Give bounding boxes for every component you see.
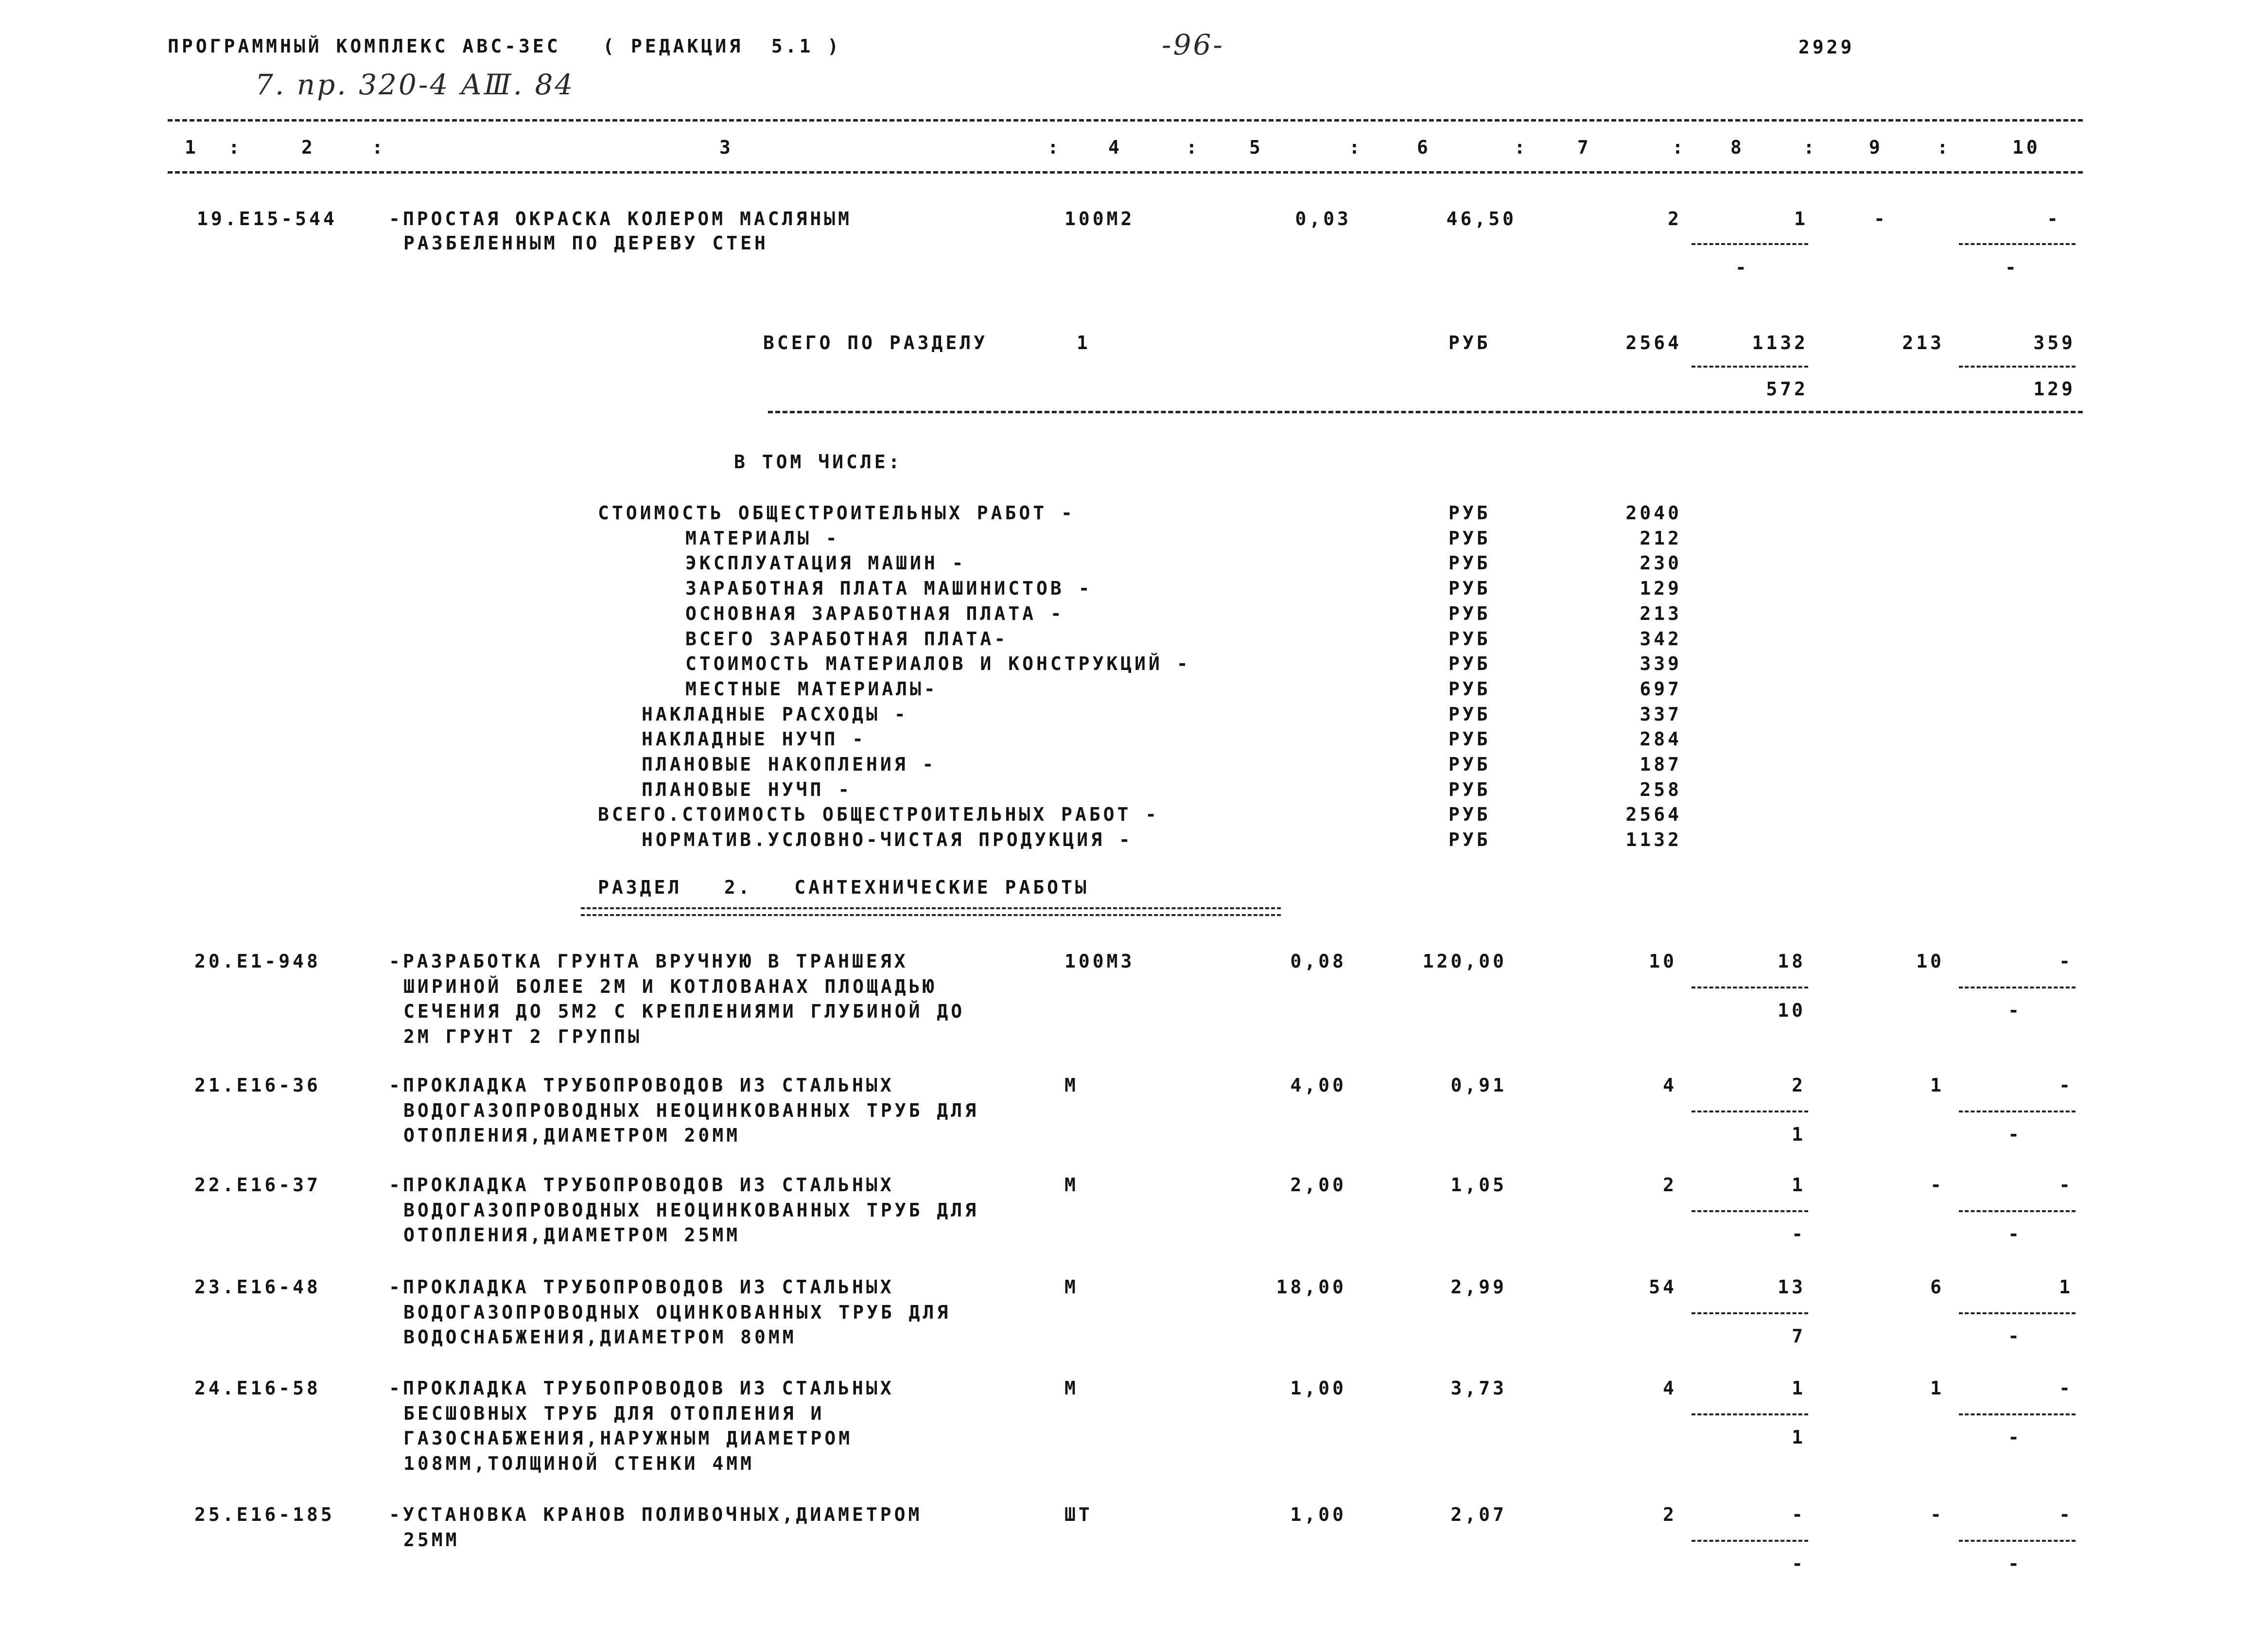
- item-description-line: ГАЗОСНАБЖЕНИЯ,НАРУЖНЫМ ДИАМЕТРОМ: [403, 1428, 853, 1449]
- handwritten-note: 7. пр. 320-4 АⅢ. 84: [255, 68, 575, 101]
- item-description-line: ВОДОСНАБЖЕНИЯ,ДИАМЕТРОМ 80ММ: [403, 1326, 797, 1348]
- summary-label: СТОИМОСТЬ МАТЕРИАЛОВ И КОНСТРУКЦИЙ -: [685, 653, 1191, 675]
- item-description-line: -ПРОКЛАДКА ТРУБОПРОВОДОВ ИЗ СТАЛЬНЫХ: [389, 1276, 894, 1298]
- summary-unit: РУБ: [1448, 829, 1491, 851]
- item-col8-top: 1: [1792, 1377, 1806, 1399]
- column-header-cell: :: [1803, 137, 1817, 158]
- section-total-col10-top: 359: [2033, 332, 2076, 353]
- fraction-line: [1959, 1540, 2076, 1542]
- item-quantity: 0,03: [1295, 208, 1351, 229]
- summary-label: ЗАРАБОТНАЯ ПЛАТА МАШИНИСТОВ -: [685, 578, 1093, 600]
- column-header-cell: 2: [301, 137, 315, 158]
- item-description-line: -УСТАНОВКА КРАНОВ ПОЛИВОЧНЫХ,ДИАМЕТРОМ: [389, 1504, 923, 1525]
- item-description-line: -ПРОСТАЯ ОКРАСКА КОЛЕРОМ МАСЛЯНЫМ: [389, 208, 852, 229]
- item-total: 4: [1663, 1377, 1677, 1399]
- summary-label: НОРМАТИВ.УСЛОВНО-ЧИСТАЯ ПРОДУКЦИЯ -: [642, 829, 1133, 851]
- summary-value: 342: [1640, 628, 1682, 650]
- item-col10-top: -: [2059, 1174, 2073, 1196]
- summary-label: НАКЛАДНЫЕ РАСХОДЫ -: [642, 703, 908, 725]
- item-description-line: ВОДОГАЗОПРОВОДНЫХ НЕОЦИНКОВАННЫХ ТРУБ ДЛЯ: [403, 1199, 979, 1221]
- fraction-line: [1959, 1312, 2076, 1314]
- item-code: 23.Е16-48: [194, 1276, 321, 1298]
- item-col10-bottom: -: [2008, 1553, 2022, 1574]
- item-unit: ШТ: [1064, 1504, 1093, 1525]
- item-col10-bottom: -: [2005, 257, 2019, 278]
- section-total-sum: 2564: [1625, 332, 1682, 353]
- rule-top: [168, 119, 2083, 122]
- item-unit: 100М2: [1064, 208, 1135, 229]
- item-col10-bottom: -: [2008, 1000, 2022, 1021]
- fraction-line: [1692, 366, 1808, 368]
- item-col8-bottom: 1: [1792, 1124, 1806, 1145]
- summary-label: ПЛАНОВЫЕ НУЧП -: [642, 778, 853, 800]
- item-code: 21.Е16-36: [194, 1075, 321, 1096]
- item-col9: -: [1930, 1504, 1944, 1525]
- summary-unit: РУБ: [1448, 578, 1491, 600]
- column-header-cell: :: [228, 137, 243, 158]
- item-unit-price: 120,00: [1422, 951, 1507, 972]
- column-header-cell: 9: [1869, 137, 1883, 158]
- item-code: 19.Е15-544: [197, 208, 337, 229]
- item-total: 54: [1649, 1276, 1677, 1298]
- item-col10-top: -: [2047, 208, 2061, 229]
- rule-header-bottom: [168, 171, 2083, 174]
- item-col9: 10: [1916, 951, 1944, 972]
- item-description-line: РАЗБЕЛЕННЫМ ПО ДЕРЕВУ СТЕН: [403, 232, 768, 254]
- summary-label: ОСНОВНАЯ ЗАРАБОТНАЯ ПЛАТА -: [685, 602, 1064, 624]
- summary-unit: РУБ: [1448, 552, 1491, 574]
- summary-value: 337: [1640, 703, 1682, 725]
- item-col9: -: [1874, 208, 1888, 229]
- item-col8-top: -: [1792, 1504, 1806, 1525]
- item-unit-price: 3,73: [1450, 1377, 1507, 1399]
- item-description-line: 108ММ,ТОЛЩИНОЙ СТЕНКИ 4ММ: [403, 1452, 754, 1474]
- document-number: 2929: [1798, 36, 1855, 58]
- summary-value: 697: [1640, 678, 1682, 700]
- summary-value: 284: [1640, 728, 1682, 750]
- item-col9: 6: [1930, 1276, 1944, 1298]
- column-header-cell: 6: [1417, 137, 1431, 158]
- column-header-cell: 4: [1108, 137, 1122, 158]
- item-col8-bottom: 1: [1792, 1427, 1806, 1448]
- item-col10-bottom: -: [2008, 1223, 2022, 1245]
- item-col10-top: -: [2059, 1075, 2073, 1096]
- summary-unit: РУБ: [1448, 754, 1491, 775]
- item-total: 2: [1663, 1174, 1677, 1196]
- summary-value: 230: [1640, 552, 1682, 574]
- section-total-col8-top: 1132: [1752, 332, 1808, 353]
- summary-unit: РУБ: [1448, 527, 1491, 549]
- item-description-line: БЕСШОВНЫХ ТРУБ ДЛЯ ОТОПЛЕНИЯ И: [403, 1402, 825, 1424]
- item-quantity: 1,00: [1290, 1504, 1346, 1525]
- item-col8-top: 18: [1778, 951, 1806, 972]
- section-total-number: 1: [1077, 332, 1091, 353]
- summary-label: ВСЕГО.СТОИМОСТЬ ОБЩЕСТРОИТЕЛЬНЫХ РАБОТ -: [598, 804, 1160, 826]
- item-code: 25.Е16-185: [194, 1504, 335, 1525]
- item-description-line: СЕЧЕНИЯ ДО 5М2 С КРЕПЛЕНИЯМИ ГЛУБИНОЙ ДО: [403, 1001, 965, 1022]
- item-col8-bottom: -: [1735, 257, 1749, 278]
- summary-value: 339: [1640, 653, 1682, 675]
- item-col8-top: 2: [1792, 1075, 1806, 1096]
- item-col8-bottom: 7: [1792, 1325, 1806, 1347]
- summary-value: 1132: [1625, 829, 1682, 851]
- summary-unit: РУБ: [1448, 804, 1491, 826]
- fraction-line: [1959, 366, 2076, 368]
- fraction-line: [1692, 1540, 1808, 1542]
- fraction-line: [1959, 987, 2076, 988]
- section-total-label: ВСЕГО ПО РАЗДЕЛУ: [763, 332, 988, 353]
- summary-unit: РУБ: [1448, 678, 1491, 700]
- summary-label: НАКЛАДНЫЕ НУЧП -: [642, 728, 867, 750]
- summary-unit: РУБ: [1448, 653, 1491, 675]
- item-col8-bottom: -: [1792, 1223, 1806, 1245]
- fraction-line: [1692, 243, 1808, 245]
- item-description-line: -ПРОКЛАДКА ТРУБОПРОВОДОВ ИЗ СТАЛЬНЫХ: [389, 1075, 894, 1096]
- item-code: 20.Е1-948: [194, 951, 321, 972]
- summary-label: ВСЕГО ЗАРАБОТНАЯ ПЛАТА-: [685, 628, 1009, 650]
- item-col10-top: -: [2059, 1504, 2073, 1525]
- summary-unit: РУБ: [1448, 778, 1491, 800]
- item-col10-top: -: [2059, 1377, 2073, 1399]
- summary-unit: РУБ: [1448, 502, 1491, 524]
- item-unit-price: 1,05: [1450, 1174, 1507, 1196]
- summary-value: 187: [1640, 754, 1682, 775]
- item-unit: М: [1064, 1377, 1079, 1399]
- item-description-line: 25ММ: [403, 1529, 460, 1551]
- item-col10-top: 1: [2059, 1276, 2073, 1298]
- section-2-underline: [581, 907, 1281, 916]
- column-header-cell: :: [1047, 137, 1062, 158]
- item-description-line: ВОДОГАЗОПРОВОДНЫХ ОЦИНКОВАННЫХ ТРУБ ДЛЯ: [403, 1301, 951, 1323]
- item-total: 2: [1663, 1504, 1677, 1525]
- rule-section-total: [768, 411, 2083, 413]
- item-col8-top: 1: [1794, 208, 1808, 229]
- section-total-col9: 213: [1902, 332, 1944, 353]
- fraction-line: [1692, 1210, 1808, 1212]
- item-quantity: 0,08: [1290, 951, 1346, 972]
- item-unit-price: 0,91: [1450, 1075, 1507, 1096]
- fraction-line: [1959, 1111, 2076, 1112]
- item-col10-bottom: -: [2008, 1427, 2022, 1448]
- item-unit-price: 2,99: [1450, 1276, 1507, 1298]
- column-header-cell: :: [1937, 137, 1951, 158]
- item-quantity: 2,00: [1290, 1174, 1346, 1196]
- summary-label: МЕСТНЫЕ МАТЕРИАЛЫ-: [685, 678, 938, 700]
- item-code: 24.Е16-58: [194, 1377, 321, 1399]
- section-total-col10-bottom: 129: [2033, 378, 2076, 400]
- section-2-title: РАЗДЕЛ 2. САНТЕХНИЧЕСКИЕ РАБОТЫ: [598, 877, 1089, 898]
- column-header-cell: 8: [1730, 137, 1745, 158]
- section-total-col8-bottom: 572: [1766, 378, 1808, 400]
- summary-unit: РУБ: [1448, 628, 1491, 650]
- summary-value: 2040: [1625, 502, 1682, 524]
- item-quantity: 1,00: [1290, 1377, 1346, 1399]
- fraction-line: [1959, 243, 2076, 245]
- summary-label: ПЛАНОВЫЕ НАКОПЛЕНИЯ -: [642, 754, 937, 775]
- summary-value: 129: [1640, 578, 1682, 600]
- item-col8-top: 13: [1778, 1276, 1806, 1298]
- column-header-cell: 1: [185, 137, 199, 158]
- column-header-cell: :: [1349, 137, 1363, 158]
- item-unit-price: 46,50: [1446, 208, 1517, 229]
- page-number: -96-: [1162, 28, 1224, 61]
- summary-label: ЭКСПЛУАТАЦИЯ МАШИН -: [685, 552, 966, 574]
- column-header-cell: 5: [1249, 137, 1263, 158]
- column-header-cell: :: [1186, 137, 1200, 158]
- item-col10-bottom: -: [2008, 1124, 2022, 1145]
- item-description-line: -РАЗРАБОТКА ГРУНТА ВРУЧНУЮ В ТРАНШЕЯХ: [389, 951, 908, 972]
- item-total: 4: [1663, 1075, 1677, 1096]
- column-header-cell: 10: [2012, 137, 2041, 158]
- item-col9: -: [1930, 1174, 1944, 1196]
- summary-label: МАТЕРИАЛЫ -: [685, 527, 840, 549]
- item-total: 10: [1649, 951, 1677, 972]
- item-description-line: ВОДОГАЗОПРОВОДНЫХ НЕОЦИНКОВАННЫХ ТРУБ ДЛЯ: [403, 1099, 979, 1121]
- summary-value: 213: [1640, 602, 1682, 624]
- item-description-line: ОТОПЛЕНИЯ,ДИАМЕТРОМ 20ММ: [403, 1125, 741, 1146]
- item-col9: 1: [1930, 1075, 1944, 1096]
- item-col8-top: 1: [1792, 1174, 1806, 1196]
- fraction-line: [1692, 1312, 1808, 1314]
- fraction-line: [1692, 1413, 1808, 1415]
- item-unit-price: 2,07: [1450, 1504, 1507, 1525]
- column-header-cell: :: [372, 137, 386, 158]
- item-description-line: ОТОПЛЕНИЯ,ДИАМЕТРОМ 25ММ: [403, 1224, 741, 1246]
- summary-value: 212: [1640, 527, 1682, 549]
- item-unit: 100М3: [1064, 951, 1135, 972]
- summary-unit: РУБ: [1448, 703, 1491, 725]
- column-header-cell: 7: [1577, 137, 1591, 158]
- item-col10-bottom: -: [2008, 1325, 2022, 1347]
- item-code: 22.Е16-37: [194, 1174, 321, 1196]
- item-col8-bottom: 10: [1778, 1000, 1806, 1021]
- column-header-cell: 3: [719, 137, 733, 158]
- item-unit: М: [1064, 1174, 1079, 1196]
- program-header: ПРОГРАММНЫЙ КОМПЛЕКС АВС-3ЕС ( РЕДАКЦИЯ 5.1 ): [168, 35, 842, 57]
- item-col8-bottom: -: [1792, 1553, 1806, 1574]
- item-description-line: -ПРОКЛАДКА ТРУБОПРОВОДОВ ИЗ СТАЛЬНЫХ: [389, 1174, 894, 1196]
- item-quantity: 4,00: [1290, 1075, 1346, 1096]
- summary-label: СТОИМОСТЬ ОБЩЕСТРОИТЕЛЬНЫХ РАБОТ -: [598, 502, 1075, 524]
- item-col9: 1: [1930, 1377, 1944, 1399]
- section-total-unit: РУБ: [1448, 332, 1491, 353]
- summary-unit: РУБ: [1448, 728, 1491, 750]
- column-header-cell: :: [1514, 137, 1528, 158]
- item-total: 2: [1668, 208, 1682, 229]
- fraction-line: [1959, 1413, 2076, 1415]
- summary-value: 2564: [1625, 804, 1682, 826]
- item-col10-top: -: [2059, 951, 2073, 972]
- item-unit: М: [1064, 1075, 1079, 1096]
- summary-unit: РУБ: [1448, 602, 1491, 624]
- fraction-line: [1692, 987, 1808, 988]
- item-description-line: ШИРИНОЙ БОЛЕЕ 2М И КОТЛОВАНАХ ПЛОЩАДЬЮ: [403, 975, 937, 997]
- fraction-line: [1692, 1111, 1808, 1112]
- including-label: В ТОМ ЧИСЛЕ:: [734, 451, 903, 473]
- fraction-line: [1959, 1210, 2076, 1212]
- item-description-line: -ПРОКЛАДКА ТРУБОПРОВОДОВ ИЗ СТАЛЬНЫХ: [389, 1377, 894, 1399]
- item-description-line: 2М ГРУНТ 2 ГРУППЫ: [403, 1025, 642, 1047]
- summary-value: 258: [1640, 778, 1682, 800]
- column-header-cell: :: [1672, 137, 1686, 158]
- item-unit: М: [1064, 1276, 1079, 1298]
- item-quantity: 18,00: [1276, 1276, 1346, 1298]
